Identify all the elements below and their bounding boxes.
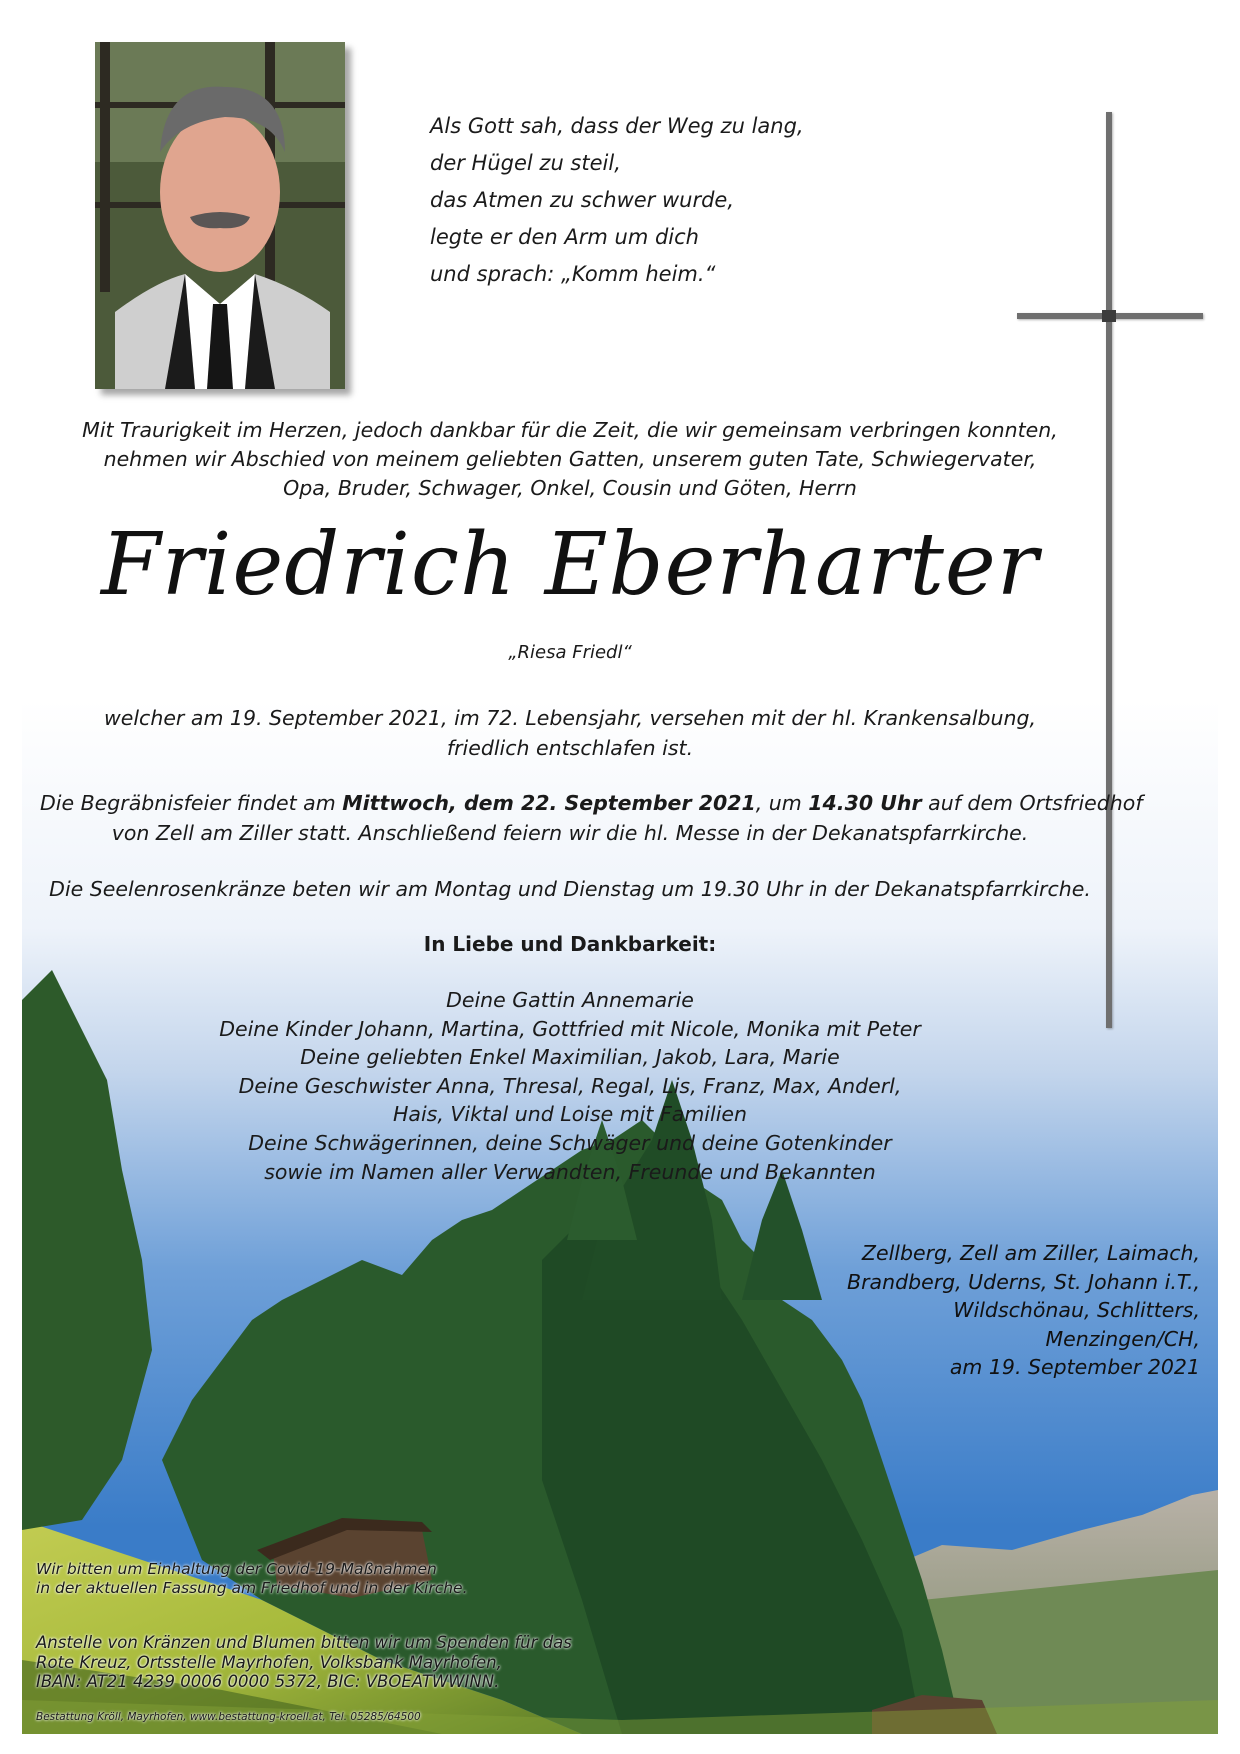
funeral-text: auf dem Ortsfriedhof (921, 791, 1143, 815)
deceased-nickname: „Riesa Friedl“ (508, 642, 632, 663)
covid-notice (36, 1560, 468, 1598)
undertaker-info: Bestattung Kröll, Mayrhofen, www.bestattung-kroell.at, Tel. 05285/64500 (36, 1711, 421, 1723)
intro-line: Mit Traurigkeit im Herzen, jedoch dankbar für die Zeit, die wir gemeinsam verbringen konnten, (82, 418, 1058, 442)
places-and-date (820, 1239, 1200, 1382)
family-line: Hais, Viktal und Loise mit Familien (392, 1102, 747, 1127)
donation-line: Anstelle von Kränzen und Blumen bitten wir um Spenden für das (36, 1633, 572, 1652)
funeral-line-2: von Zell am Ziller statt. Anschließend feiern wir die hl. Messe in der Dekanatspfarrkirche. (111, 821, 1029, 845)
family-line: sowie im Namen aller Verwandten, Freunde und Bekannten (264, 1159, 876, 1184)
portrait-illustration (95, 42, 345, 389)
places-line: Brandberg, Uderns, St. Johann i.T., (847, 1269, 1200, 1294)
death-line: welcher am 19. September 2021, im 72. Lebensjahr, versehen mit der hl. Krankensalbung, (103, 706, 1036, 730)
funeral-text: Die Begräbnisfeier findet am (40, 791, 343, 815)
death-line: friedlich entschlafen ist. (446, 736, 694, 760)
donation-line: IBAN: AT21 4239 0006 0000 5372, BIC: VBOEATWWINN. (36, 1672, 500, 1691)
poem-line: das Atmen zu schwer wurde, (430, 188, 735, 212)
deceased-name: Friedrich Eberharter (101, 515, 1039, 615)
cross-icon (1106, 112, 1112, 1028)
donation-notice (36, 1633, 572, 1692)
funeral-line-1 (40, 788, 1143, 818)
places-line: Zellberg, Zell am Ziller, Laimach, (861, 1241, 1200, 1265)
intro-text (60, 416, 1080, 503)
family-line: Deine Gattin Annemarie (446, 988, 694, 1012)
places-line: Menzingen/CH, (1045, 1326, 1200, 1351)
covid-line: in der aktuellen Fassung am Friedhof und in der Kirche. (36, 1579, 468, 1597)
portrait-photo (95, 42, 345, 389)
family-line: Deine Kinder Johann, Martina, Gottfried mit Nicole, Monika mit Peter (219, 1016, 921, 1041)
poem-line: legte er den Arm um dich (430, 225, 699, 249)
covid-line: Wir bitten um Einhaltung der Covid-19-Maßnahmen (36, 1560, 437, 1578)
family-line: Deine Geschwister Anna, Thresal, Regal, Lis, Franz, Max, Anderl, (238, 1073, 902, 1098)
family-line: Deine Schwägerinnen, deine Schwäger und deine Gotenkinder (248, 1130, 892, 1155)
family-line: Deine geliebten Enkel Maximilian, Jakob, Lara, Marie (300, 1045, 840, 1070)
rosary-notice: Die Seelenrosenkränze beten wir am Montag und Dienstag um 19.30 Uhr in der Dekanatspfarrkirche. (49, 877, 1091, 901)
family-list (60, 986, 1080, 1186)
cross-icon-center (1102, 310, 1116, 322)
thanks-heading: In Liebe und Dankbarkeit: (423, 932, 717, 956)
death-notice (60, 703, 1080, 763)
funeral-text: , um (755, 791, 809, 815)
intro-line: Opa, Bruder, Schwager, Onkel, Cousin und Göten, Herrn (283, 476, 857, 500)
places-line: am 19. September 2021 (949, 1355, 1200, 1380)
donation-line: Rote Kreuz, Ortsstelle Mayrhofen, Volksbank Mayrhofen, (36, 1652, 502, 1672)
funeral-time: 14.30 Uhr (808, 791, 922, 815)
poem (430, 108, 850, 293)
funeral-day: Mittwoch, dem 22. September 2021 (342, 791, 756, 815)
poem-line: der Hügel zu steil, (430, 151, 621, 175)
poem-line: Als Gott sah, dass der Weg zu lang, (430, 114, 804, 138)
intro-line: nehmen wir Abschied von meinem geliebten Gatten, unserem guten Tate, Schwiegervater, (103, 447, 1037, 471)
places-line: Wildschönau, Schlitters, (953, 1298, 1200, 1323)
poem-line: und sprach: „Komm heim.“ (430, 262, 716, 286)
funeral-notice (40, 788, 1143, 848)
